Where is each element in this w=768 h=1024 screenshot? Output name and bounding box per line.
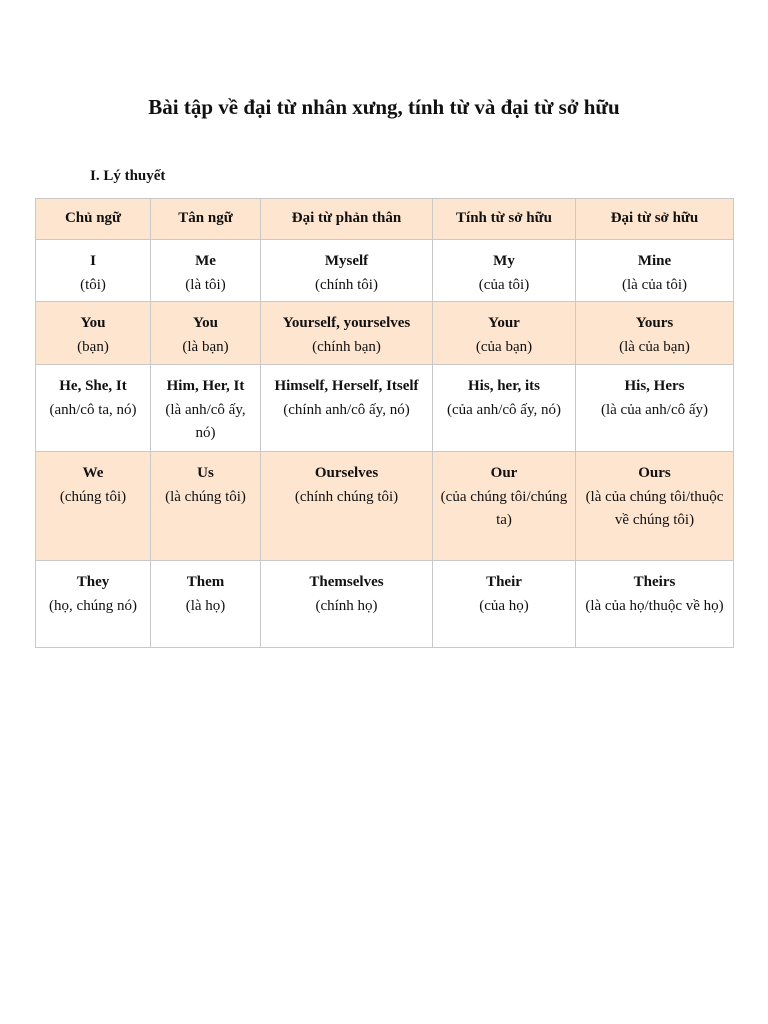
table-row: [36, 452, 734, 561]
cell-meaning: (là của anh/cô ấy): [600, 401, 709, 418]
cell-meaning: (là chúng tôi): [165, 488, 246, 505]
cell-meaning: (là của bạn): [619, 338, 690, 355]
table-cell: [151, 561, 261, 648]
cell-meaning: (của anh/cô ấy, nó): [447, 401, 561, 418]
table-cell: [576, 452, 734, 561]
table-cell: [151, 365, 261, 452]
cell-meaning: (họ, chúng nó): [49, 597, 137, 614]
cell-meaning: (của chúng tôi/chúng ta): [440, 488, 568, 528]
table-cell: [261, 561, 433, 648]
cell-word: Himself, Herself, Itself: [274, 378, 419, 394]
cell-meaning: (là của họ/thuộc về họ): [585, 597, 724, 614]
table-cell: [576, 365, 734, 452]
cell-meaning: (chính họ): [315, 597, 378, 614]
cell-meaning: (là tôi): [185, 276, 226, 293]
cell-meaning: (tôi): [80, 276, 106, 293]
header-possessive-adjective: Tính từ sở hữu: [433, 199, 576, 240]
cell-word: Your: [488, 315, 520, 331]
cell-meaning: (chính tôi): [315, 276, 378, 293]
pronoun-table: [35, 198, 734, 648]
cell-meaning: (là của tôi): [622, 276, 687, 293]
cell-meaning: (chính chúng tôi): [294, 488, 399, 505]
cell-word: Our: [490, 465, 518, 481]
table-row: [36, 240, 734, 302]
cell-meaning: (chính anh/cô ấy, nó): [283, 401, 410, 418]
table-cell: [36, 240, 151, 302]
table-cell: [36, 302, 151, 365]
cell-meaning: (là bạn): [182, 338, 229, 355]
table-cell: [433, 452, 576, 561]
cell-meaning: (của bạn): [475, 338, 533, 355]
cell-meaning: (của tôi): [478, 276, 530, 293]
table-cell: [261, 365, 433, 452]
cell-meaning: (chúng tôi): [59, 488, 127, 505]
cell-word: You: [192, 315, 218, 331]
cell-word: His, Hers: [624, 378, 685, 394]
cell-meaning: (chính bạn): [312, 338, 381, 355]
cell-word: Mine: [637, 253, 672, 269]
table-row: [36, 561, 734, 648]
cell-meaning: (là anh/cô ấy, nó): [165, 401, 246, 441]
table-cell: [433, 240, 576, 302]
table-cell: [151, 452, 261, 561]
cell-word: Us: [197, 465, 214, 481]
cell-word: Yours: [635, 315, 674, 331]
cell-word: Them: [186, 574, 225, 590]
cell-word: His, her, its: [468, 378, 540, 394]
table-cell: [151, 302, 261, 365]
table-cell: [36, 561, 151, 648]
cell-word: He, She, It: [59, 378, 127, 394]
page-title: Bài tập về đại từ nhân xưng, tính từ và đại từ sở hữu: [148, 95, 620, 119]
cell-word: We: [82, 465, 104, 481]
table-cell: [576, 302, 734, 365]
header-reflexive: Đại từ phản thân: [261, 199, 433, 240]
cell-word: Ourselves: [314, 465, 379, 481]
table-row: [36, 302, 734, 365]
table-cell: [151, 240, 261, 302]
header-subject: Chủ ngữ: [36, 199, 151, 240]
table-cell: [433, 561, 576, 648]
cell-meaning: (là của chúng tôi/thuộc về chúng tôi): [585, 488, 724, 528]
table-cell: [576, 240, 734, 302]
cell-word: Their: [486, 574, 522, 590]
cell-word: They: [76, 574, 110, 590]
cell-meaning: (anh/cô ta, nó): [49, 401, 137, 418]
cell-word: Me: [195, 253, 216, 269]
table-cell: [261, 302, 433, 365]
table-cell: [433, 365, 576, 452]
section-heading: I. Lý thuyết: [90, 168, 166, 184]
table-cell: [261, 240, 433, 302]
table-cell: [36, 452, 151, 561]
cell-word: My: [493, 253, 515, 269]
table-cell: [261, 452, 433, 561]
cell-word: Him, Her, It: [166, 378, 245, 394]
header-possessive-pronoun: Đại từ sở hữu: [576, 199, 734, 240]
cell-word: You: [80, 315, 106, 331]
cell-meaning: (là họ): [185, 597, 226, 614]
table-cell: [576, 561, 734, 648]
cell-word: Themselves: [309, 574, 384, 590]
table-cell: [36, 365, 151, 452]
cell-meaning: (của họ): [479, 597, 529, 614]
cell-word: Ours: [638, 465, 671, 481]
table-row: [36, 365, 734, 452]
table-cell: [433, 302, 576, 365]
cell-word: Yourself, yourselves: [282, 315, 411, 331]
cell-word: I: [90, 253, 96, 269]
table-header-row: [36, 199, 734, 240]
cell-word: Theirs: [633, 574, 676, 590]
cell-word: Myself: [324, 253, 369, 269]
cell-meaning: (bạn): [77, 338, 109, 355]
header-object: Tân ngữ: [151, 199, 261, 240]
